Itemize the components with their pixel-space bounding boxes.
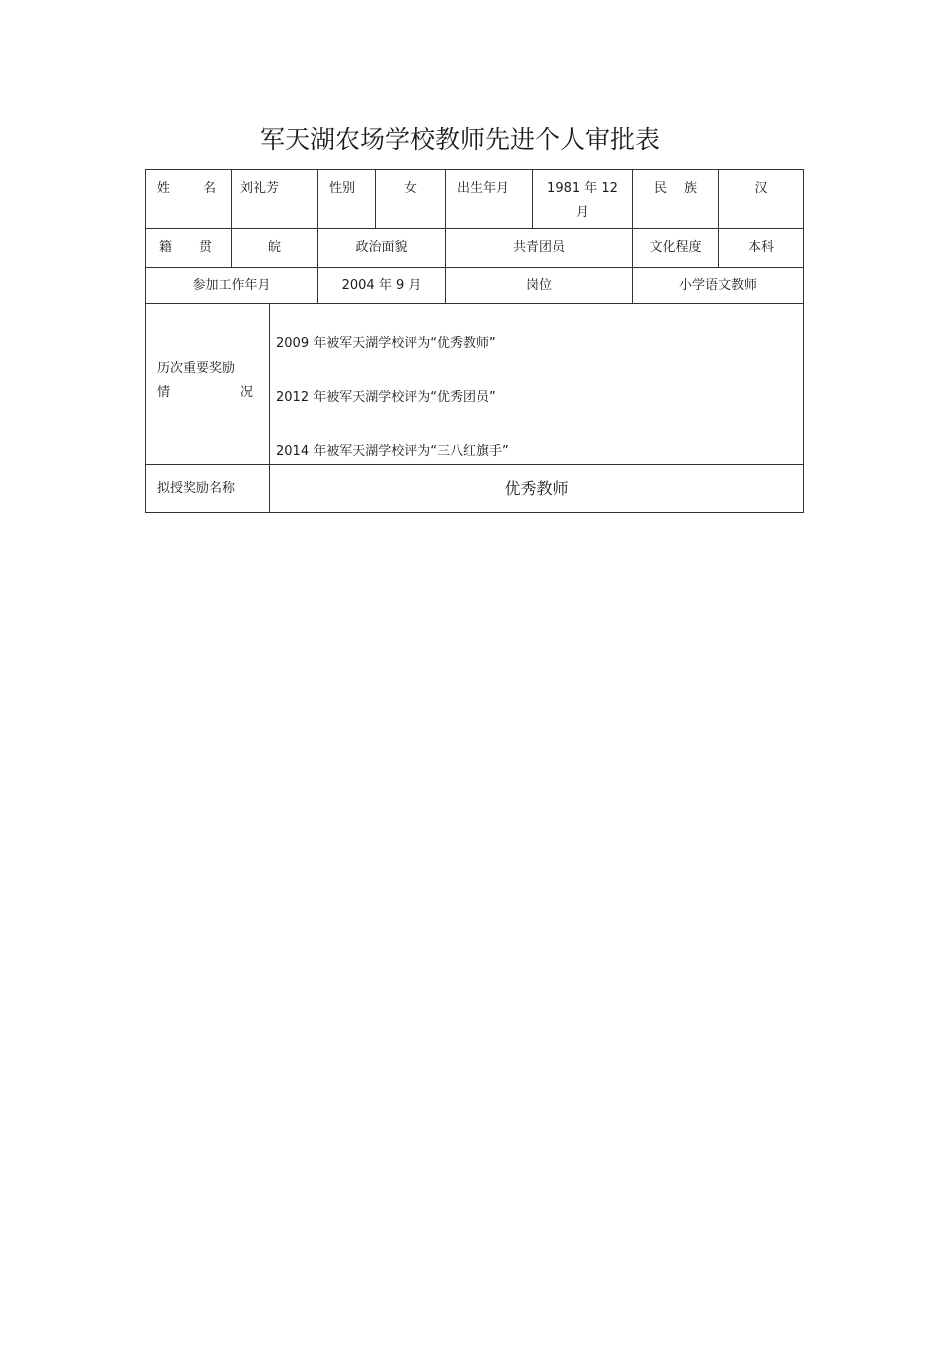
political-label: 政治面貌 bbox=[355, 240, 408, 255]
ethnic-value: 汉 bbox=[754, 181, 768, 196]
name-value-cell bbox=[231, 169, 318, 229]
birth-value-cell bbox=[532, 169, 633, 229]
document-title: 军天湖农场学校教师先进个人审批表 bbox=[259, 125, 660, 154]
education-value: 本科 bbox=[747, 240, 774, 255]
political-label-cell bbox=[317, 228, 446, 268]
proposed-award-label: 拟授奖励名称 bbox=[157, 480, 236, 496]
education-label-cell bbox=[632, 228, 719, 268]
award-history-label-line1: 历次重要奖励 bbox=[157, 361, 236, 376]
ethnic-label-b: 族 bbox=[683, 181, 697, 196]
award-history-item: 2014 年被军天湖学校评为“三八红旗手” bbox=[276, 444, 509, 459]
work-start-value-cell bbox=[317, 267, 446, 304]
birth-label: 出生年月 bbox=[457, 181, 510, 196]
award-history-list-cell bbox=[269, 303, 804, 465]
work-start-label: 参加工作年月 bbox=[192, 277, 271, 293]
ethnic-label-a: 民 bbox=[654, 181, 668, 196]
gender-label: 性别 bbox=[329, 181, 356, 196]
birth-value-line1: 1981 年 12 bbox=[547, 181, 618, 196]
native-label-b: 贯 bbox=[198, 240, 212, 255]
work-start-label-cell bbox=[145, 267, 318, 304]
ethnic-value-cell bbox=[718, 169, 804, 229]
award-history-label-line2 bbox=[157, 381, 253, 405]
work-start-value: 2004 年 9 月 bbox=[341, 277, 422, 293]
name-value: 刘礼芳 bbox=[240, 181, 280, 196]
political-value-cell bbox=[445, 228, 633, 268]
education-label: 文化程度 bbox=[649, 240, 702, 255]
name-label-a: 姓 bbox=[157, 181, 171, 196]
award-history-label-b: 况 bbox=[239, 385, 253, 400]
education-value-cell bbox=[718, 228, 804, 268]
native-label-cell bbox=[145, 228, 232, 268]
native-value: 皖 bbox=[267, 240, 281, 255]
ethnic-label-cell bbox=[632, 169, 719, 229]
post-value: 小学语文教师 bbox=[678, 277, 757, 293]
award-history-item: 2012 年被军天湖学校评为“优秀团员” bbox=[276, 390, 496, 405]
birth-value-line2: 月 bbox=[575, 205, 589, 220]
native-value-cell bbox=[231, 228, 318, 268]
award-history-label-cell bbox=[145, 303, 270, 465]
post-label: 岗位 bbox=[525, 277, 552, 293]
award-history-label-a: 情 bbox=[157, 385, 171, 400]
native-label-a: 籍 bbox=[159, 240, 173, 255]
proposed-award-label-cell bbox=[145, 464, 270, 513]
gender-value-cell bbox=[375, 169, 446, 229]
award-history-item: 2009 年被军天湖学校评为“优秀教师” bbox=[276, 336, 496, 351]
post-value-cell bbox=[632, 267, 804, 304]
gender-value: 女 bbox=[403, 181, 417, 196]
gender-label-cell bbox=[317, 169, 376, 229]
name-label-cell bbox=[145, 169, 232, 229]
name-label-b: 名 bbox=[202, 181, 216, 196]
proposed-award-value: 优秀教师 bbox=[504, 478, 569, 498]
post-label-cell bbox=[445, 267, 633, 304]
political-value: 共青团员 bbox=[512, 240, 565, 255]
birth-label-cell bbox=[445, 169, 533, 229]
proposed-award-value-cell bbox=[269, 464, 804, 513]
